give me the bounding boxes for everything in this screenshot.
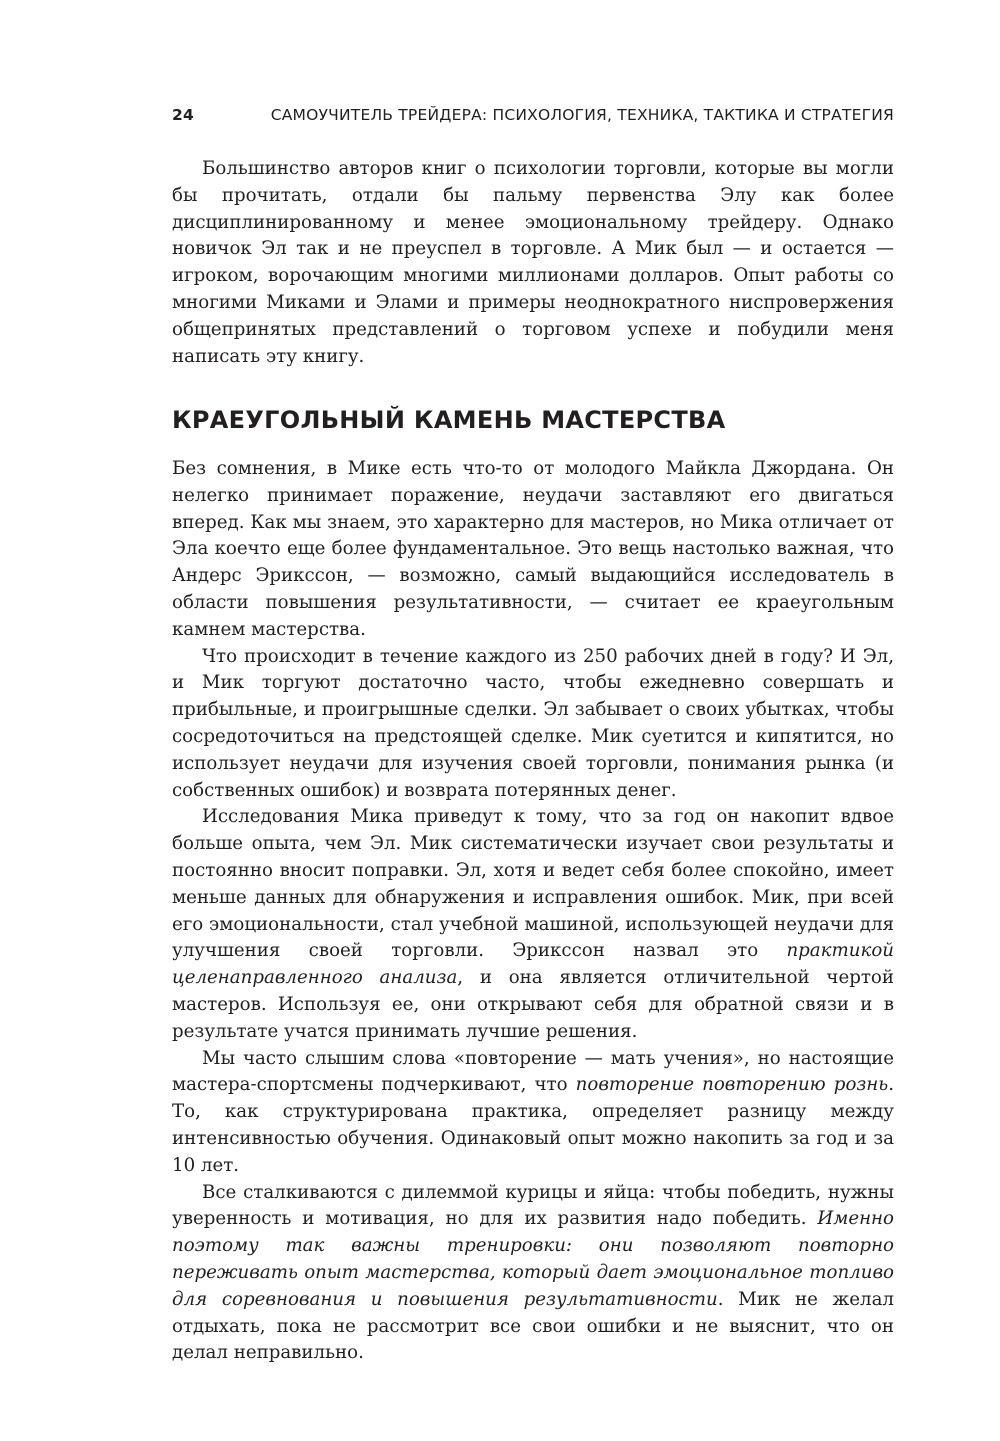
section-body [172,456,894,1367]
paragraph-2: Что происходит в течение каждого из 250 рабочих дней в году? И Эл, и Мик торгуют достаточно часто, чтобы ежедневно совершать и прибыльные, и проигрышные сделки. Эл забывает о своих убытках, чтобы сосредоточиться на предстоящей сделке. Мик суетится и кипятится, но использует неудачи для изучения своей торговли, понимания рынка (и собственных ошибок) и возврата потерянных денег. [172,645,894,801]
intro-paragraph: Большинство авторов книг о психологии торговли, которые вы могли бы прочитать, отдали бы пальму первенства Элу как более дисциплинированному и менее эмоциональному трейдеру. Однако новичок Эл так и не преуспел в торговле. А Мик был — и остается — игроком, ворочающим многими миллионами долларов. Опыт работы со многими Миками и Элами и примеры неоднократного ниспровержения общепринятых представлений о торговом успехе и побудили меня написать эту книгу. [172,158,894,367]
paragraph-4 [172,1046,894,1180]
page-number: 24 [172,106,194,124]
running-header [172,100,894,130]
paragraph-3-emphasis: практикой целенаправленного анализа [172,940,894,989]
book-title: САМОУЧИТЕЛЬ ТРЕЙДЕРА: ПСИХОЛОГИЯ, ТЕХНИКА, ТАКТИКА И СТРАТЕГИЯ [270,106,894,124]
paragraph-4-text-a: Мы часто слышим слова «повторение — мать учения», но настоящие мастера-спортсмены подчеркивают, что [172,1047,894,1096]
paragraph-5-emphasis: Именно поэтому так важны тренировки: они позволяют повторно переживать опыт мастерства, который дает эмоциональное топливо для соревнования и повышения результативности [172,1208,894,1310]
paragraph-3 [172,804,894,1045]
section-heading: КРАЕУГОЛЬНЫЙ КАМЕНЬ МАСТЕРСТВА [172,406,726,434]
intro-text [172,156,894,370]
paragraph-3-text-a: Исследования Мика приведут к тому, что за год он накопит вдвое больше опыта, чем Эл. Мик систематически изучает свои результаты и постоянно вносит поправки. Эл, хотя и ведет себя более спокойно, имеет меньше данных для обнаружения и исправления ошибок. Мик, при всей его эмоциональности, стал учебной машиной, использующей неудачи для улучшения своей торговли. Эриксcон назвал это [172,806,894,962]
paragraph-4-text-b: . То, как структурирована практика, определяет разницу между интенсивностью обучения. Одинаковый опыт можно накопить за год и за 10 лет. [172,1074,894,1176]
paragraph-4-emphasis: повторение повторению рознь [575,1074,889,1096]
paragraph-5 [172,1180,894,1368]
paragraph-5-text-b: . Мик не желал отдыхать, пока не рассмотрит все свои ошибки и не выяснит, что он делал неправильно. [172,1288,894,1364]
paragraph-1: Без сомнения, в Мике есть что-то от молодого Майкла Джордана. Он нелегко принимает поражение, неудачи заставляют его двигаться вперед. Как мы знаем, это характерно для мастеров, но Мика отличает от Эла коечто еще более фундаментальное. Это вещь настолько важная, что Андерс Эрикссон, — возможно, самый выдающийся исследователь в области повышения результативности, — считает ее краеугольным камнем мастерства. [172,458,894,640]
paragraph-3-text-b: , и она является отличительной чертой мастеров. Используя ее, они открывают себя для обратной связи и в результате учатся принимать лучшие решения. [172,967,894,1042]
paragraph-5-text-a: Все сталкиваются с дилеммой курицы и яйца: чтобы победить, нужны уверенность и мотивация, но для их развития надо победить. [172,1181,894,1230]
